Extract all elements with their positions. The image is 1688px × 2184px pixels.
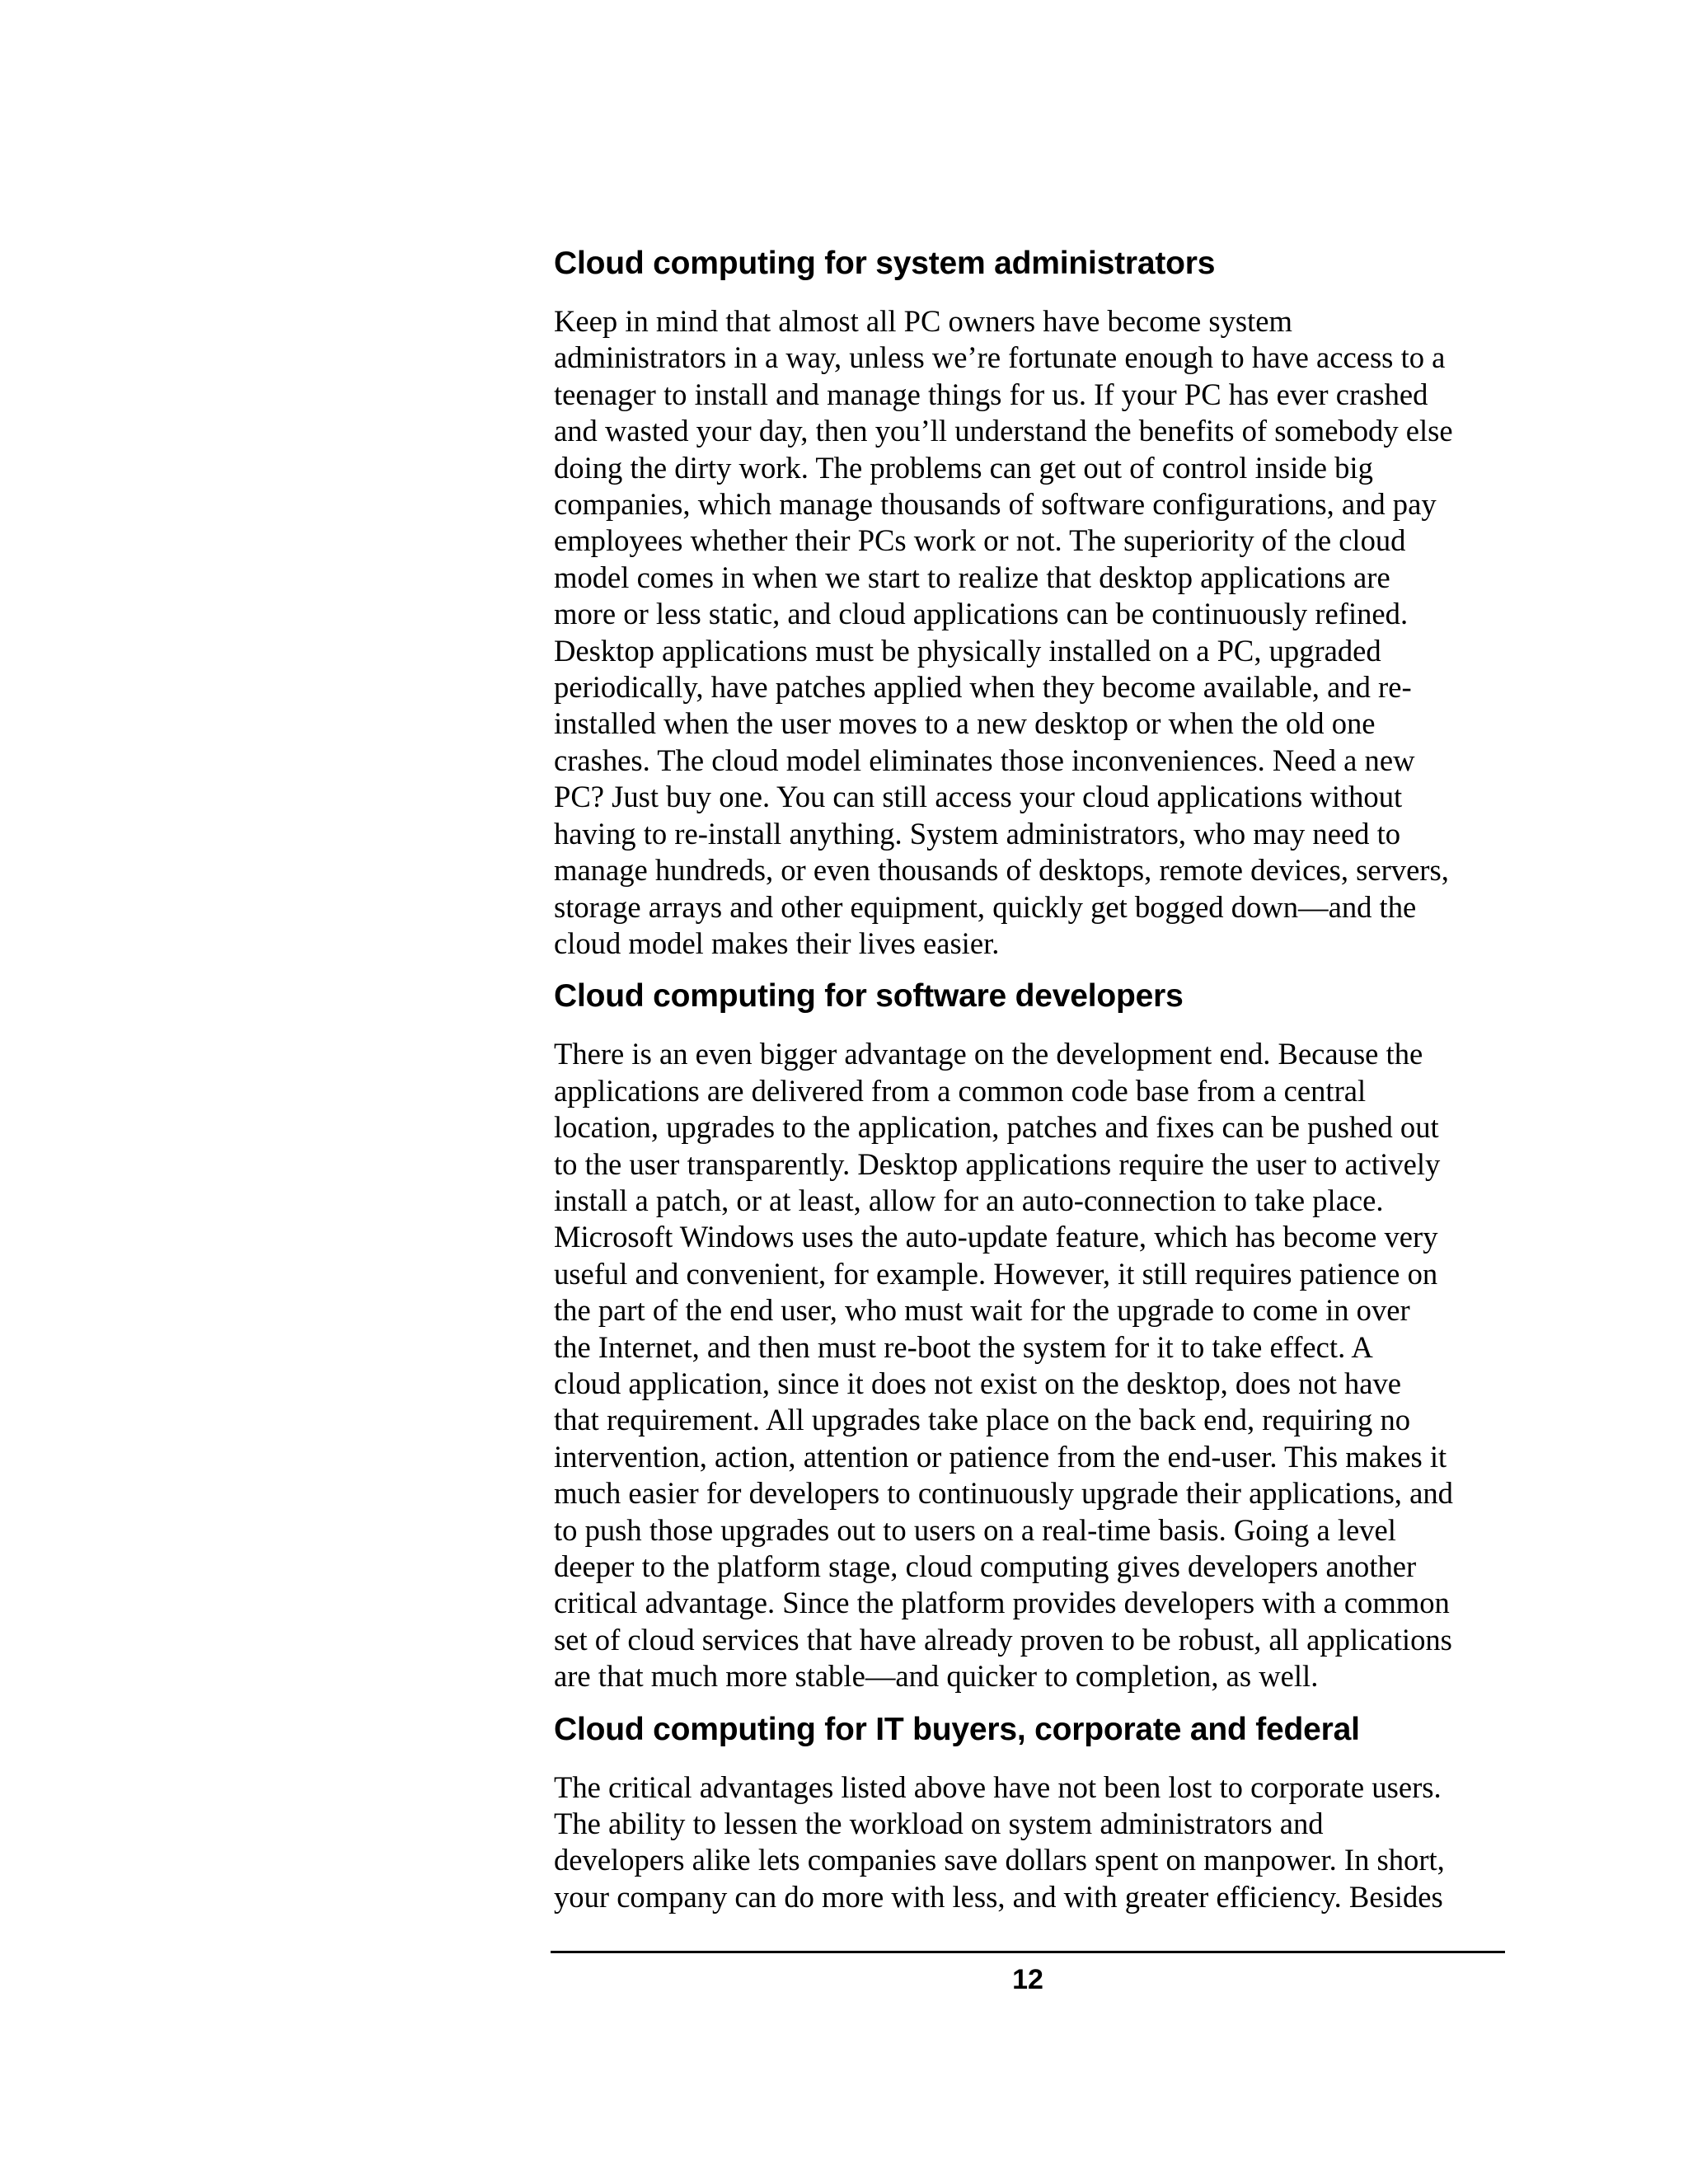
text-line: Microsoft Windows uses the auto-update feature, which has become very [554,1220,1438,1254]
text-line: teenager to install and manage things for us. If your PC has ever crashed [554,377,1428,411]
text-line: Keep in mind that almost all PC owners have become system [554,304,1292,338]
text-line: PC? Just buy one. You can still access your cloud applications without [554,780,1403,814]
text-line: install a patch, or at least, allow for an auto-connection to take place. [554,1183,1384,1217]
text-line: manage hundreds, or even thousands of desktops, remote devices, servers, [554,853,1449,888]
footer-divider [551,1951,1505,1953]
text-line: deeper to the platform stage, cloud computing gives developers another [554,1549,1417,1583]
text-line: doing the dirty work. The problems can get out of control inside big [554,450,1373,485]
text-line: useful and convenient, for example. However, it still requires patience on [554,1256,1438,1291]
text-line: to push those upgrades out to users on a real-time basis. Going a level [554,1512,1396,1547]
text-line: set of cloud services that have already proven to be robust, all applications [554,1622,1452,1657]
text-line: crashes. The cloud model eliminates those inconveniences. Need a new [554,743,1415,777]
text-line: applications are delivered from a common code base from a central [554,1073,1367,1108]
section-paragraph-software-developers [554,1036,1502,1694]
text-line: administrators in a way, unless we’re fortunate enough to have access to a [554,340,1446,375]
text-line: critical advantage. Since the platform provides developers with a common [554,1586,1450,1620]
text-line: the Internet, and then must re-boot the system for it to take effect. A [554,1329,1373,1364]
page-content [554,244,1502,1915]
text-line: installed when the user moves to a new desktop or when the old one [554,706,1376,741]
section-heading-software-developers: Cloud computing for software developers [554,978,1184,1015]
text-line: periodically, have patches applied when they become available, and re- [554,670,1412,705]
text-line: that requirement. All upgrades take place on the back end, requiring no [554,1403,1411,1437]
text-line: storage arrays and other equipment, quickly get bogged down—and the [554,889,1417,924]
text-line: are that much more stable—and quicker to completion, as well. [554,1659,1319,1694]
text-line: There is an even bigger advantage on the development end. Because the [554,1037,1423,1071]
text-line: the part of the end user, who must wait for the upgrade to come in over [554,1293,1410,1328]
text-line: The ability to lessen the workload on system administrators and [554,1807,1324,1841]
text-line: employees whether their PCs work or not. The superiority of the cloud [554,523,1406,558]
text-line: to the user transparently. Desktop applications require the user to actively [554,1146,1441,1181]
section-heading-system-administrators: Cloud computing for system administrators [554,246,1216,281]
text-line: model comes in when we start to realize that desktop applications are [554,560,1390,594]
text-line: The critical advantages listed above have not been lost to corporate users. [554,1769,1442,1804]
text-line: cloud application, since it does not exist on the desktop, does not have [554,1366,1402,1400]
text-line: your company can do more with less, and with greater efficiency. Besides [554,1879,1443,1914]
text-line: and wasted your day, then you’ll understand the benefits of somebody else [554,414,1453,448]
text-line: more or less static, and cloud applications can be continuously refined. [554,597,1409,631]
text-line: location, upgrades to the application, patches and fixes can be pushed out [554,1110,1439,1145]
text-line: having to re-install anything. System administrators, who may need to [554,816,1401,851]
text-line: cloud model makes their lives easier. [554,926,1000,960]
text-line: much easier for developers to continuously upgrade their applications, and [554,1476,1453,1511]
page-number: 12 [1012,1964,1043,1995]
text-line: intervention, action, attention or patience from the end-user. This makes it [554,1439,1447,1474]
text-line: companies, which manage thousands of software configurations, and pay [554,487,1437,522]
text-line: developers alike lets companies save dollars spent on manpower. In short, [554,1843,1445,1877]
section-paragraph-system-administrators [554,303,1502,962]
section-heading-it-buyers: Cloud computing for IT buyers, corporate and federal [554,1711,1360,1747]
text-line: Desktop applications must be physically installed on a PC, upgraded [554,633,1381,668]
section-paragraph-it-buyers [554,1769,1502,1916]
